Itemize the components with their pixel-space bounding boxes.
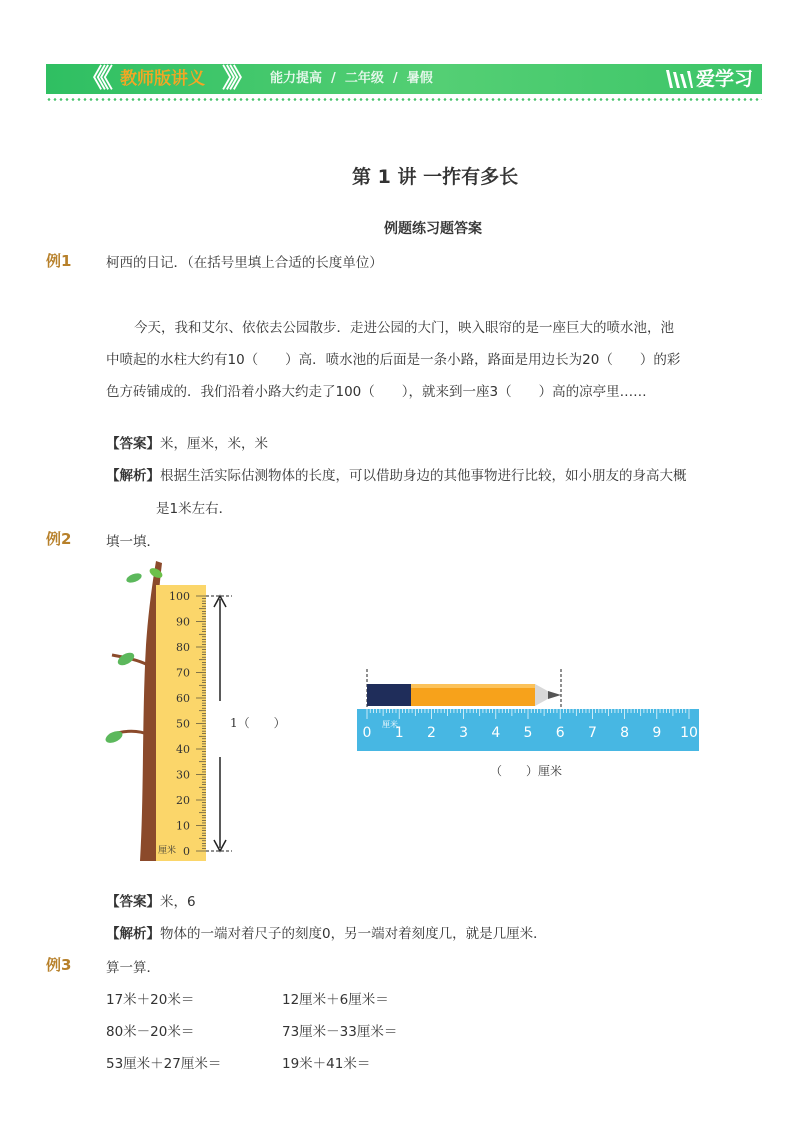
pencil-end xyxy=(367,684,411,706)
ruler-tick-label: 9 xyxy=(652,725,662,741)
answer-row xyxy=(106,890,196,910)
math-problem: 12厘米＋6厘米＝ xyxy=(282,992,389,1008)
example-tag: 例1 xyxy=(46,252,72,270)
page-title: 第 1 讲 一拃有多长 xyxy=(352,166,519,188)
answer-label: 【答案】 xyxy=(106,894,160,910)
answer-row xyxy=(106,432,268,452)
ruler-tick-label: 90 xyxy=(176,615,190,629)
ruler-tick-label: 50 xyxy=(176,717,190,731)
ruler-unit: 厘米 xyxy=(158,846,177,856)
math-problem: 80米－20米＝ xyxy=(106,1024,195,1040)
ruler-tick-label: 6 xyxy=(555,725,565,741)
ruler-tick-label: 5 xyxy=(523,725,533,741)
height-blank: 1（ ） xyxy=(230,716,286,730)
story-line: 中喷起的水柱大约有10（ ）高．喷水池的后面是一条小路，路面是用边长为20（ ）的彩 xyxy=(106,352,681,368)
pencil-ruler-figure xyxy=(352,665,708,760)
ruler-tick-label: 70 xyxy=(176,666,190,680)
math-problem: 53厘米＋27厘米＝ xyxy=(106,1056,222,1072)
ruler-tick-label: 30 xyxy=(176,768,190,782)
ruler-tick-label: 7 xyxy=(587,725,597,741)
chevron-left-icon: 《《 xyxy=(80,64,108,94)
tree-ruler-figure xyxy=(100,555,310,865)
brand-logo-icon xyxy=(664,68,694,90)
example-tag: 例3 xyxy=(46,956,72,974)
ruler-tick-label: 100 xyxy=(169,590,190,603)
ruler-tick-label: 2 xyxy=(426,725,436,741)
answer-label: 【答案】 xyxy=(106,436,160,452)
example-prompt: 算一算． xyxy=(106,960,160,976)
ruler-tick-label: 1 xyxy=(394,725,404,741)
ruler-tick-label: 10 xyxy=(176,819,190,833)
ruler-tick-label: 10 xyxy=(680,725,698,741)
page-subtitle: 例题练习题答案 xyxy=(384,221,482,237)
ruler-tick-label: 20 xyxy=(176,794,190,807)
length-blank: （ ）厘米 xyxy=(490,764,563,778)
analysis-text: 根据生活实际估测物体的长度，可以借助身边的其他事物进行比较，如小朋友的身高大概 xyxy=(160,468,687,484)
analysis-row xyxy=(106,464,687,484)
analysis-label: 【解析】 xyxy=(106,926,160,942)
ruler-tick-label: 8 xyxy=(620,725,630,741)
leaf-icon xyxy=(125,572,143,585)
ruler-tick-label: 40 xyxy=(176,743,190,756)
analysis-row xyxy=(106,922,547,942)
header-subtitle: 能力提高 / 二年级 / 暑假 xyxy=(270,71,433,86)
math-problem: 17米＋20米＝ xyxy=(106,992,195,1008)
analysis-label: 【解析】 xyxy=(106,468,160,484)
story-line: 色方砖铺成的．我们沿着小路大约走了100（ ），就来到一座3（ ）高的凉亭里…… xyxy=(106,384,647,400)
ruler-unit: 厘米 xyxy=(382,720,398,729)
analysis-text: 物体的一端对着尺子的刻度0，另一端对着刻度几，就是几厘米． xyxy=(160,926,547,942)
story-line: 今天，我和艾尔、依依去公园散步．走进公园的大门，映入眼帘的是一座巨大的喷水池，池 xyxy=(134,320,674,336)
answer-text: 米，厘米，米，米 xyxy=(160,436,268,452)
analysis-text: 是1米左右． xyxy=(156,501,233,517)
brand-name: 爱学习 xyxy=(696,68,754,90)
math-problem: 19米＋41米＝ xyxy=(282,1056,371,1072)
example-prompt: 填一填． xyxy=(106,534,160,550)
ruler-tick-label: 0 xyxy=(362,725,372,741)
answer-text: 米，6 xyxy=(160,894,196,910)
chevron-right-icon: 》》 xyxy=(222,64,250,94)
header-dotted-line xyxy=(46,98,762,101)
example-prompt: 柯西的日记．（在括号里填上合适的长度单位） xyxy=(106,255,383,271)
header-badge: 教师版讲义 xyxy=(120,69,205,89)
example-tag: 例2 xyxy=(46,530,72,548)
ruler-tick-label: 0 xyxy=(183,845,190,858)
math-problem: 73厘米－33厘米＝ xyxy=(282,1024,398,1040)
ruler-tick-label: 3 xyxy=(459,725,469,741)
ruler-tick-label: 80 xyxy=(176,641,190,654)
ruler-tick-label: 60 xyxy=(176,692,190,705)
ruler-tick-label: 4 xyxy=(491,725,501,741)
